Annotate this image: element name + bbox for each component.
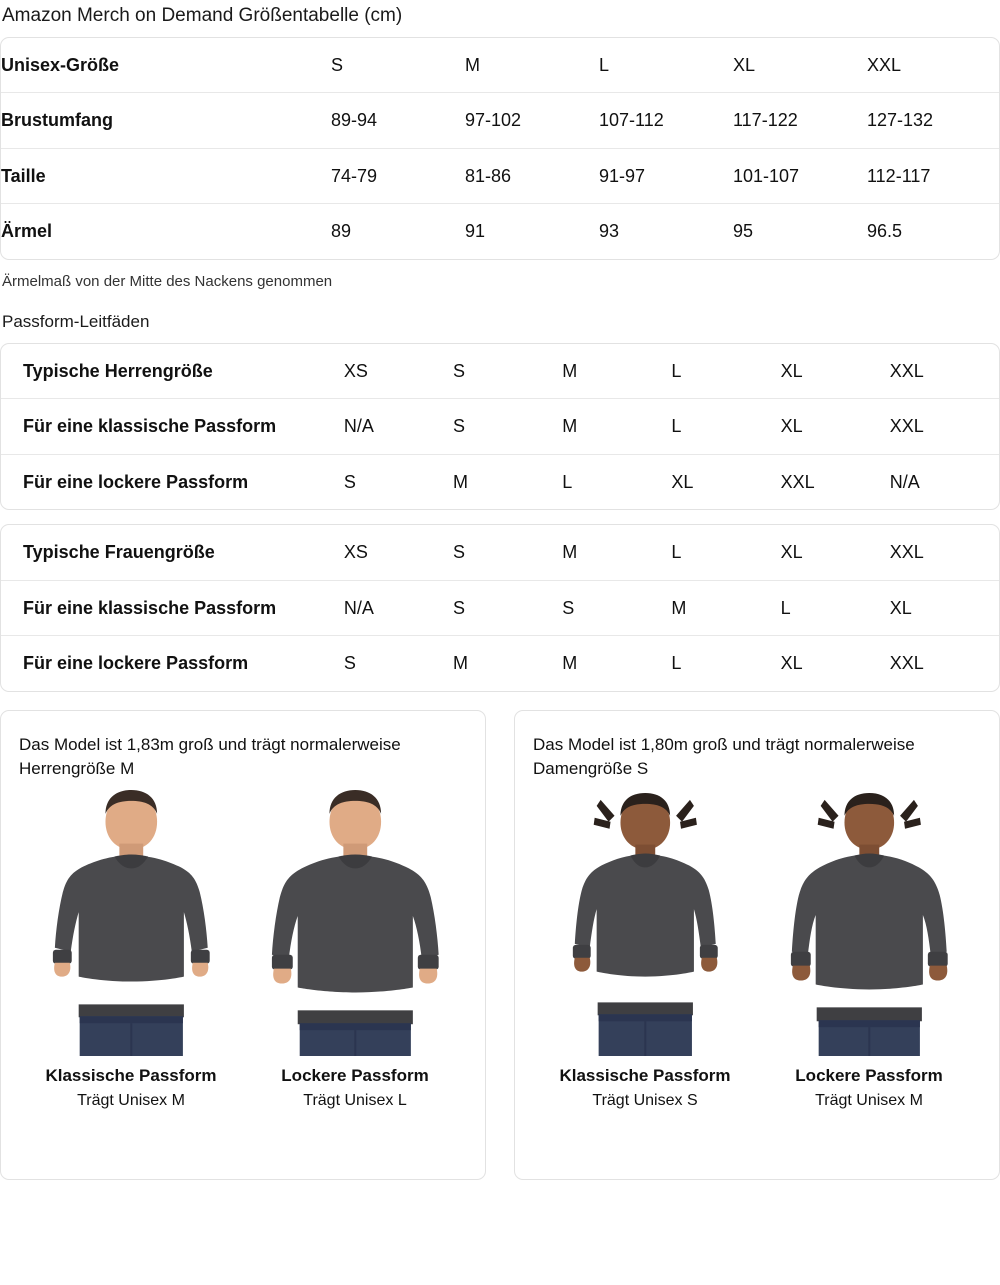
table-row <box>1 454 999 509</box>
cell: XXL <box>890 344 999 399</box>
womens-fit-table-card <box>0 524 1000 692</box>
table-row <box>1 636 999 691</box>
table-row <box>1 148 1000 204</box>
female-model-card <box>514 710 1000 1180</box>
cell: XXL <box>780 471 815 492</box>
womens-fit-table <box>1 525 999 691</box>
male-loose-figure-wrap <box>243 788 467 1056</box>
female-loose-fit-illustration <box>775 788 964 1056</box>
male-model-card <box>0 710 486 1180</box>
row-header: Brustumfang <box>1 93 331 149</box>
female-figures <box>533 788 981 1056</box>
fit-title: Klassische Passform <box>559 1065 731 1085</box>
cell: XL <box>781 525 890 580</box>
cell: XL <box>781 344 890 399</box>
table-row <box>1 344 999 399</box>
cell: M <box>562 525 671 580</box>
unisex-size-table-card <box>0 37 1000 260</box>
row-header: Für eine lockere Passform <box>23 653 249 674</box>
female-loose-label <box>757 1066 981 1110</box>
cell: S <box>453 399 562 455</box>
table-row <box>1 525 999 580</box>
cell: XXL <box>889 653 924 674</box>
cell: M <box>453 653 469 674</box>
row-header: Taille <box>1 148 331 204</box>
unisex-size-table <box>1 38 1000 259</box>
cell: N/A <box>344 399 453 455</box>
cell: 112-117 <box>867 148 1000 204</box>
fit-subtitle: Trägt Unisex S <box>592 1091 698 1109</box>
cell: XS <box>344 525 453 580</box>
male-classic-label <box>19 1066 243 1110</box>
fit-title: Lockere Passform <box>281 1065 429 1085</box>
male-loose-fit-illustration <box>261 788 450 1056</box>
cell: 127-132 <box>867 93 1000 149</box>
cell: 117-122 <box>733 93 867 149</box>
male-loose-label <box>243 1066 467 1110</box>
row-header: Typische Herrengröße <box>1 344 344 399</box>
female-fit-labels <box>533 1066 981 1110</box>
cell: N/A <box>344 580 453 636</box>
cell: 93 <box>599 221 620 242</box>
sleeve-measurement-note: Ärmelmaß von der Mitte des Nackens genommen <box>2 272 333 290</box>
table-row <box>1 204 1000 259</box>
cell: M <box>562 399 671 455</box>
model-cards <box>0 710 1000 1180</box>
cell: L <box>562 471 573 492</box>
row-header: Unisex-Größe <box>1 38 331 93</box>
cell: 97-102 <box>465 93 599 149</box>
fit-title: Klassische Passform <box>45 1065 217 1085</box>
cell: XL <box>733 38 867 93</box>
cell: S <box>343 471 356 492</box>
fit-guides-label: Passform-Leitfäden <box>2 311 150 331</box>
cell: L <box>671 653 682 674</box>
row-header: Ärmel <box>1 221 53 242</box>
cell: S <box>331 38 465 93</box>
row-header: Für eine lockere Passform <box>23 471 249 492</box>
row-header: Für eine klassische Passform <box>1 580 344 636</box>
cell: M <box>453 471 469 492</box>
cell: 91-97 <box>599 148 733 204</box>
cell: L <box>781 580 890 636</box>
mens-fit-table-card <box>0 343 1000 511</box>
row-header: Für eine klassische Passform <box>1 399 344 455</box>
spacer <box>0 510 1000 524</box>
fit-subtitle: Trägt Unisex L <box>303 1091 407 1109</box>
female-model-caption: Das Model ist 1,80m groß und trägt normalerweise Damengröße S <box>533 734 915 779</box>
cell: L <box>671 344 780 399</box>
cell: 89-94 <box>331 93 465 149</box>
cell: XL <box>890 580 999 636</box>
cell: S <box>453 525 562 580</box>
cell: M <box>562 653 578 674</box>
cell: 107-112 <box>599 93 733 149</box>
cell: 96.5 <box>867 221 903 242</box>
cell: XL <box>671 471 694 492</box>
cell: XL <box>780 653 803 674</box>
cell: S <box>562 580 671 636</box>
page-title: Amazon Merch on Demand Größentabelle (cm) <box>2 5 403 26</box>
female-classic-fit-illustration <box>551 788 740 1056</box>
table-row <box>1 38 1000 93</box>
male-model-caption: Das Model ist 1,83m groß und trägt normalerweise Herrengröße M <box>19 734 401 779</box>
fit-subtitle: Trägt Unisex M <box>77 1091 185 1109</box>
fit-subtitle: Trägt Unisex M <box>815 1091 923 1109</box>
cell: S <box>343 653 356 674</box>
table-row <box>1 580 999 636</box>
cell: 89 <box>331 221 352 242</box>
cell: XL <box>781 399 890 455</box>
fit-title: Lockere Passform <box>795 1065 943 1085</box>
cell: L <box>599 38 733 93</box>
cell: S <box>453 580 562 636</box>
male-figures <box>19 788 467 1056</box>
cell: M <box>671 580 780 636</box>
male-classic-figure-wrap <box>19 788 243 1056</box>
female-loose-figure-wrap <box>757 788 981 1056</box>
table-row <box>1 93 1000 149</box>
cell: L <box>671 525 780 580</box>
cell: XXL <box>867 38 1000 93</box>
cell: XXL <box>890 399 999 455</box>
cell: M <box>465 38 599 93</box>
cell: 81-86 <box>465 148 599 204</box>
cell: 74-79 <box>331 148 465 204</box>
row-header: Typische Frauengröße <box>1 525 344 580</box>
female-classic-label <box>533 1066 757 1110</box>
cell: S <box>453 344 562 399</box>
cell: 101-107 <box>733 148 867 204</box>
cell: N/A <box>889 471 920 492</box>
male-classic-fit-illustration <box>37 788 226 1056</box>
female-classic-figure-wrap <box>533 788 757 1056</box>
cell: XXL <box>890 525 999 580</box>
mens-fit-table <box>1 344 999 510</box>
cell: M <box>562 344 671 399</box>
cell: 91 <box>465 221 486 242</box>
cell: XS <box>344 344 453 399</box>
male-fit-labels <box>19 1066 467 1110</box>
cell: L <box>671 399 780 455</box>
cell: 95 <box>733 221 754 242</box>
table-row <box>1 399 999 455</box>
